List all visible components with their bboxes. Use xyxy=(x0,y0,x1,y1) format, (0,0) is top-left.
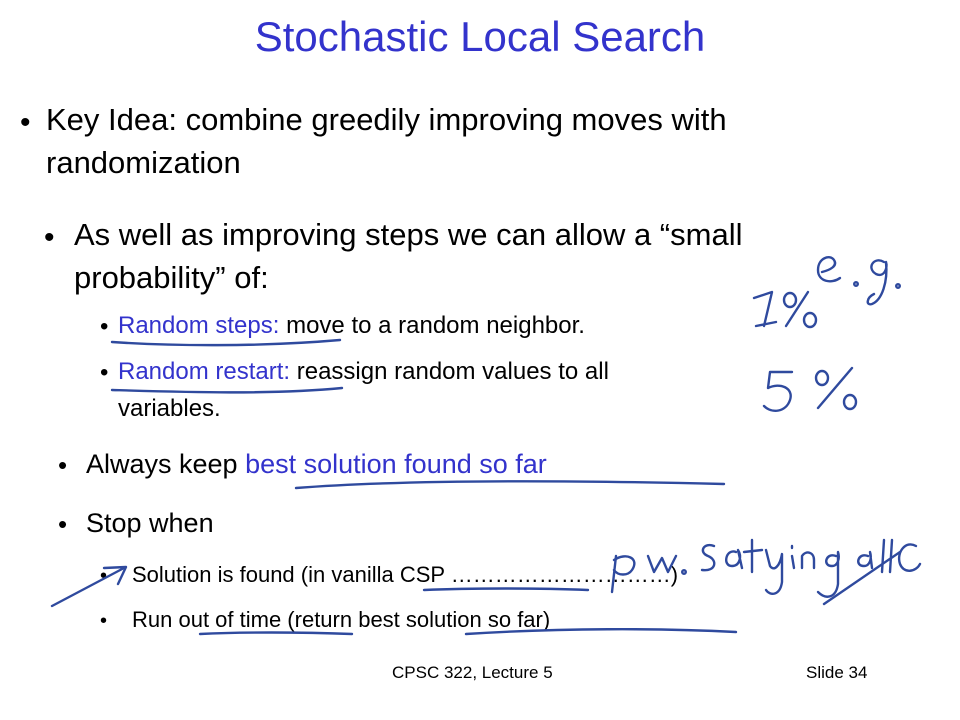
allow-line: As well as improving steps we can allow a “small xyxy=(74,217,743,252)
underline-best-solution xyxy=(296,481,724,488)
bullet-dot: • xyxy=(100,313,109,340)
random-restart-text: reassign random values to all xyxy=(290,358,609,385)
bullet-dot: • xyxy=(100,359,109,386)
arrow-to-solution-found xyxy=(52,568,124,606)
footer-slide-number: Slide 34 xyxy=(806,663,868,682)
key-idea-continuation: randomization xyxy=(46,145,241,180)
keep-best-line xyxy=(86,447,547,481)
arrow-head xyxy=(104,567,126,584)
run-out-line: Run out of time (return best solution so far) xyxy=(132,607,551,632)
bullet-dot: • xyxy=(100,565,108,587)
bullet-dot: • xyxy=(20,106,31,139)
allow-continuation: probability” of: xyxy=(74,260,269,295)
random-restart-label: Random restart: xyxy=(118,358,291,385)
bullet-dot: • xyxy=(100,610,108,632)
key-idea-text: combine greedily improving moves with xyxy=(176,102,727,137)
random-steps-label: Random steps: xyxy=(118,312,280,339)
solution-found-line: Solution is found (in vanilla CSP …………………………) xyxy=(132,562,679,587)
bullet-dot: • xyxy=(44,221,55,254)
random-steps-line xyxy=(118,311,585,341)
key-idea-label: Key Idea: xyxy=(46,102,177,137)
keep-best-highlight: best solution found so far xyxy=(245,449,547,479)
random-steps-text: move to a random neighbor. xyxy=(279,312,585,339)
keep-best-text: Always keep xyxy=(86,449,246,479)
random-restart-line xyxy=(118,357,609,387)
slide-title: Stochastic Local Search xyxy=(254,13,706,60)
annotation-one-percent xyxy=(754,292,816,327)
bullet-dot: • xyxy=(58,450,68,480)
annotation-five-percent xyxy=(764,368,856,411)
footer-course: CPSC 322, Lecture 5 xyxy=(392,663,553,682)
annotation-eg xyxy=(818,257,900,304)
stop-when-line: Stop when xyxy=(86,508,214,538)
bullet-dot: • xyxy=(58,509,68,539)
underline-random-restart xyxy=(112,388,342,392)
random-restart-continuation: variables. xyxy=(118,395,221,422)
key-idea-line xyxy=(46,100,727,140)
